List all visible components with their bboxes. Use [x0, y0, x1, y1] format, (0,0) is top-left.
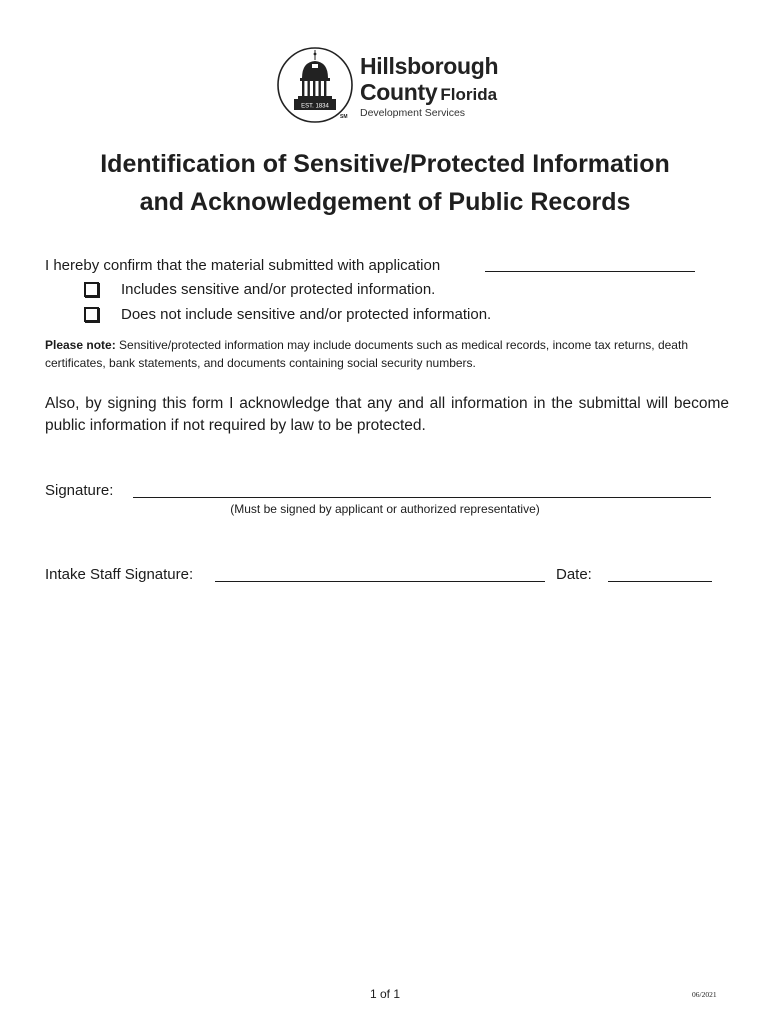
county-logo [276, 46, 506, 126]
includes-sensitive-label: Includes sensitive and/or protected information. [121, 281, 436, 298]
date-label: Date: [556, 566, 592, 583]
includes-sensitive-checkbox[interactable] [84, 282, 99, 297]
service-mark: SM [340, 114, 348, 120]
note-text: Sensitive/protected information may include documents such as medical records, income tax returns, death certificates, bank statements, and documents containing social security numbers. [45, 338, 688, 370]
form-title-line-1: Identification of Sensitive/Protected Information [100, 150, 670, 178]
confirm-statement: I hereby confirm that the material submitted with application [45, 257, 441, 274]
courthouse-dome-icon [276, 46, 354, 124]
note-label: Please note: [45, 338, 116, 352]
signature-hint: (Must be signed by applicant or authorized representative) [230, 502, 540, 516]
please-note [45, 336, 735, 372]
acknowledgement-text: Also, by signing this form I acknowledge that any and all information in the submittal will become public information if not required by law to be protected. [45, 395, 729, 434]
date-field[interactable] [608, 581, 712, 582]
county-name: Hillsborough [360, 53, 499, 79]
form-title-line-2: and Acknowledgement of Public Records [139, 188, 631, 216]
intake-signature-label: Intake Staff Signature: [45, 566, 194, 583]
revision-date: 06/2021 [692, 990, 717, 999]
county-state-line [360, 80, 497, 108]
excludes-sensitive-label: Does not include sensitive and/or protected information. [121, 306, 492, 323]
signature-field[interactable] [133, 497, 711, 498]
intake-signature-field[interactable] [215, 581, 545, 582]
excludes-sensitive-checkbox[interactable] [84, 307, 99, 322]
application-number-field[interactable] [485, 271, 695, 272]
state-name: Florida [440, 85, 498, 104]
county-word: County [360, 79, 438, 105]
seal-text: EST. 1834 [301, 103, 329, 110]
page-number: 1 of 1 [369, 987, 401, 1001]
department-name: Development Services [360, 107, 466, 119]
signature-label: Signature: [45, 482, 114, 499]
